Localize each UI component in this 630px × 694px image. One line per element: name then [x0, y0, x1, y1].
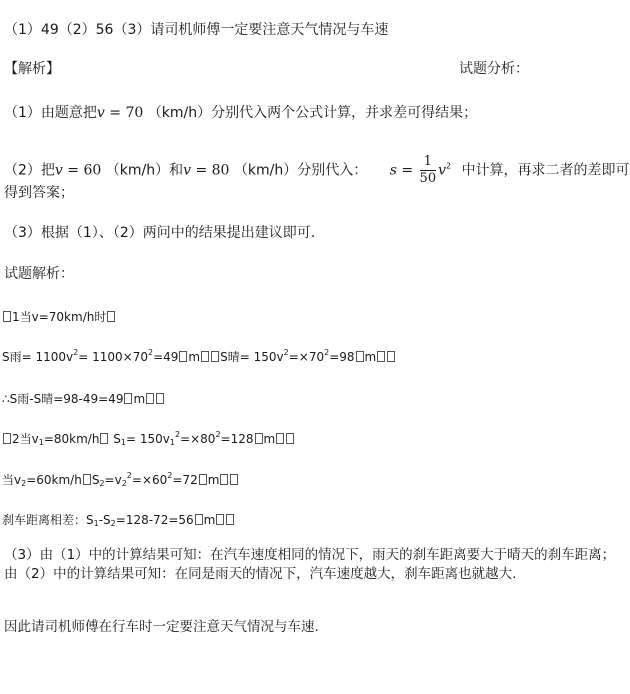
sol4-m: m	[263, 432, 276, 446]
formula-v: v	[438, 162, 447, 179]
sol2-m2: m	[364, 350, 377, 364]
sol5-c: S	[91, 473, 100, 487]
sol5-c-sub: 2	[99, 479, 105, 488]
step2-eq-2: = 80	[191, 162, 234, 179]
missing-glyph-icon	[356, 351, 364, 362]
sol3-text: ∴S雨-S晴=98-49=49	[2, 392, 124, 406]
step1-eq: = 70	[104, 105, 148, 121]
step2-text-b: 分别代入：	[297, 162, 368, 179]
sol2-e: =×70	[288, 350, 325, 364]
sol2-d: 150v	[249, 350, 284, 364]
sol5-e: =×60	[131, 473, 168, 487]
sol4-e: =×80	[180, 432, 216, 446]
sol5-b: =60km/h	[26, 473, 82, 487]
solution-line-4: 2当$v_1=80km/h$ $S_1= 150v_1^2=\times 80^2=128$ m	[2, 430, 295, 448]
step1-text-a: （1）由题意把	[4, 105, 97, 121]
step2-text-c: 中计算，再求二者的差即可	[461, 162, 630, 179]
sol2-s-rain: S雨=	[2, 350, 32, 364]
solution-line-5: 当$v_2=60km/h$ $S_2=v_2^2=\times 60^2=72$ m	[2, 471, 239, 489]
sol2-c: =49	[153, 350, 179, 364]
step1-var: v	[96, 105, 105, 121]
missing-glyph-icon	[276, 433, 284, 444]
step2-var-2: v	[183, 162, 192, 179]
sol3-m: m	[133, 392, 146, 406]
missing-glyph-icon	[286, 433, 294, 444]
sol4-c: S	[109, 432, 121, 446]
sol5-f: =72	[172, 473, 198, 487]
missing-glyph-icon	[100, 433, 108, 444]
fraction-denominator: 50	[419, 171, 437, 186]
analysis-step-1	[4, 104, 477, 122]
step1-unit: （km/h）	[147, 105, 212, 121]
solution-line-2: S雨= $1100v^2= 1100\times 70^2=49$ m S晴= $150v^2=\times 70^2=98$ m	[2, 348, 396, 366]
missing-glyph-icon	[387, 351, 395, 362]
step1-text-b: 分别代入两个公式计算，并求差可得结果；	[211, 105, 478, 121]
sol5-d-sub: 2	[121, 479, 127, 488]
step2-unit-2: （km/h）	[233, 162, 298, 179]
analysis-subheader: 试题分析：	[459, 61, 529, 77]
formula-s: s	[389, 162, 397, 179]
analysis-step-2	[4, 154, 630, 187]
missing-glyph-icon	[226, 514, 234, 525]
sol6-a: 刹车距离相差：S	[2, 513, 94, 527]
sol2-s-sun: S晴=	[220, 350, 250, 364]
sol4-d-sub: 1	[169, 438, 175, 447]
sol4-c-sub: 1	[120, 438, 126, 447]
step2-var-1: v	[54, 162, 63, 179]
missing-glyph-icon	[3, 433, 11, 444]
step2-and: 和	[169, 162, 184, 179]
solution-line-1	[2, 308, 116, 326]
fraction-numerator: 1	[420, 154, 437, 171]
solution-header: 试题解析：	[4, 266, 74, 282]
sol2-a: 1100v	[31, 350, 74, 364]
answer-line: （1）49（2）56（3）请司机师傅一定要注意天气情况与车速	[4, 22, 389, 38]
missing-glyph-icon	[230, 474, 238, 485]
sol6-c: =128-72=56	[115, 513, 194, 527]
formula-eq: =	[396, 162, 418, 179]
step2-text-a: （2）把	[4, 162, 55, 179]
missing-glyph-icon	[211, 351, 219, 362]
missing-glyph-icon	[179, 351, 187, 362]
sol6-b: -S	[98, 513, 111, 527]
sol4-a: 2当v	[12, 432, 39, 446]
missing-glyph-icon	[156, 393, 164, 404]
missing-glyph-icon	[201, 351, 209, 362]
missing-glyph-icon	[216, 514, 224, 525]
missing-glyph-icon	[195, 514, 203, 525]
sol6-m: m	[203, 513, 216, 527]
missing-glyph-icon	[107, 311, 115, 322]
step2-unit-1: （km/h）	[105, 162, 170, 179]
missing-glyph-icon	[220, 474, 228, 485]
sol5-a: 当v	[2, 473, 22, 487]
solution-line-6	[2, 511, 235, 529]
missing-glyph-icon	[146, 393, 154, 404]
missing-glyph-icon	[199, 474, 207, 485]
sol4-f: =128	[220, 432, 254, 446]
missing-glyph-icon	[377, 351, 385, 362]
sol5-a-sub: 2	[21, 479, 27, 488]
formula-fraction	[420, 154, 437, 187]
missing-glyph-icon	[255, 433, 263, 444]
sol2-b: = 1100×70	[78, 350, 148, 364]
sol4-a-sub: 1	[38, 438, 44, 447]
missing-glyph-icon	[3, 311, 11, 322]
final-advice: 因此请司机师傅在行车时一定要注意天气情况与车速.	[4, 619, 319, 635]
analysis-step-3: （3）根据（1）、（2）两问中的结果提出建议即可.	[4, 225, 316, 241]
sol5-d: =v	[104, 473, 122, 487]
conclusion-paragraph: （3）由（1）中的计算结果可知：在汽车速度相同的情况下，雨天的刹车距离要大于晴天的刹车距离；由（2）中的计算结果可知：在同是雨天的情况下，汽车速度越大，刹车距离也就越大.	[4, 547, 616, 582]
sol2-m: m	[188, 350, 201, 364]
sol2-f: =98	[329, 350, 355, 364]
missing-glyph-icon	[124, 393, 132, 404]
sol1-text: 1当v=70km/h时	[12, 310, 107, 324]
formula-exponent: 2	[446, 161, 452, 171]
sol5-m: m	[207, 473, 220, 487]
sol4-d: = 150v	[126, 432, 170, 446]
solution-line-3	[2, 390, 165, 408]
missing-glyph-icon	[83, 474, 91, 485]
analysis-step-2-cont: 得到答案；	[4, 185, 74, 201]
step2-eq-1: = 60	[62, 162, 106, 179]
sol6-b-sub: 2	[110, 519, 116, 528]
sol6-a-sub: 1	[93, 519, 99, 528]
analysis-header: 【解析】	[4, 61, 60, 77]
sol4-b: =80km/h	[43, 432, 100, 446]
